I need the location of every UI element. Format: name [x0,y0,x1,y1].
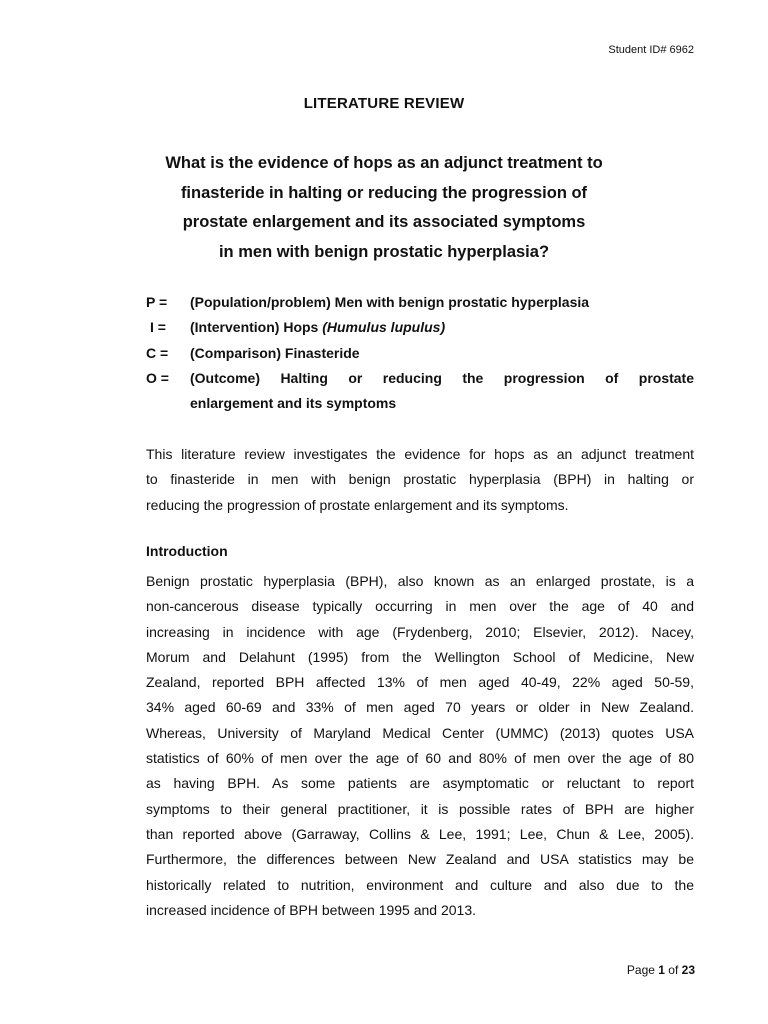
question-line: prostate enlargement and its associated symptoms [182,213,586,231]
summary-line: This literature review investigates the evidence for hops as an adjunct treatment [146,446,694,462]
pico-text: (Outcome) Halting or reducing the progression of prostate [190,369,694,386]
pico-text-italic: (Humulus lupulus) [322,319,446,336]
intro-line: 34% aged 60-69 and 33% of men aged 70 years or older in New Zealand. [146,699,694,716]
pico-text: (Comparison) Finasteride [190,344,360,361]
question-line: finasteride in halting or reducing the progression of [180,183,588,202]
page-number [627,963,695,977]
intro-line: as having BPH. As some patients are asymptomatic or reluctant to report [146,775,694,792]
introduction-paragraph [146,569,694,923]
introduction-heading: Introduction [146,543,228,559]
intro-line: Zealand, reported BPH affected 13% of men aged 40-49, 22% aged 50-59, [146,674,694,691]
intro-line: non-cancerous disease typically occurring in men over the age of 40 and [146,598,694,615]
pico-population [146,290,694,315]
page-prefix: Page [626,963,659,977]
intro-line: increased incidence of BPH between 1995 and 2013. [146,901,477,918]
intro-line: increasing in incidence with age (Frydenberg, 2010; Elsevier, 2012). Nacey, [146,623,694,640]
intro-line: statistics of 60% of men over the age of 60 and 80% of men over the age of 80 [146,750,694,767]
intro-line: symptoms to their general practitioner, it is possible rates of BPH are higher [146,800,694,817]
student-id: Student ID# 6962 [608,44,694,56]
pico-text [190,315,694,340]
pico-letter: I = [150,319,166,336]
intro-line: Whereas, University of Maryland Medical Center (UMMC) (2013) quotes USA [146,724,694,741]
page-total: 23 [681,963,695,977]
pico-intervention [146,315,694,340]
intro-line: Morum and Delahunt (1995) from the Wellington School of Medicine, New [146,648,694,665]
pico-outcome-continued: enlargement and its symptoms [190,395,397,412]
question-line: in men with benign prostatic hyperplasia? [218,242,550,261]
summary-line: reducing the progression of prostate enlargement and its symptoms. [146,496,569,513]
pico-outcome [146,366,694,391]
pico-framework [146,290,694,416]
page-of: of [664,963,682,977]
pico-comparison [146,341,694,366]
question-line: What is the evidence of hops as an adjunct treatment to [165,154,603,172]
intro-line: historically related to nutrition, environment and culture and also due to the [146,876,694,893]
intro-line: than reported above (Garraway, Collins & Lee, 1991; Lee, Chun & Lee, 2005). [146,825,694,842]
intro-line: Benign prostatic hyperplasia (BPH), also known as an enlarged prostate, is a [146,573,694,589]
pico-text-main: (Intervention) Hops [190,319,323,336]
summary-line: to finasteride in men with benign prostatic hyperplasia (BPH) in halting or [146,471,694,488]
intro-line: Furthermore, the differences between New Zealand and USA statistics may be [146,851,694,868]
pico-letter: P = [146,294,168,310]
pico-text: (Population/problem) Men with benign prostatic hyperplasia [190,294,590,310]
pico-letter: O = [146,369,169,386]
research-question [0,149,768,267]
summary-paragraph [146,442,694,518]
document-title: LITERATURE REVIEW [303,95,465,112]
pico-letter: C = [146,344,169,361]
page-current: 1 [658,963,665,977]
